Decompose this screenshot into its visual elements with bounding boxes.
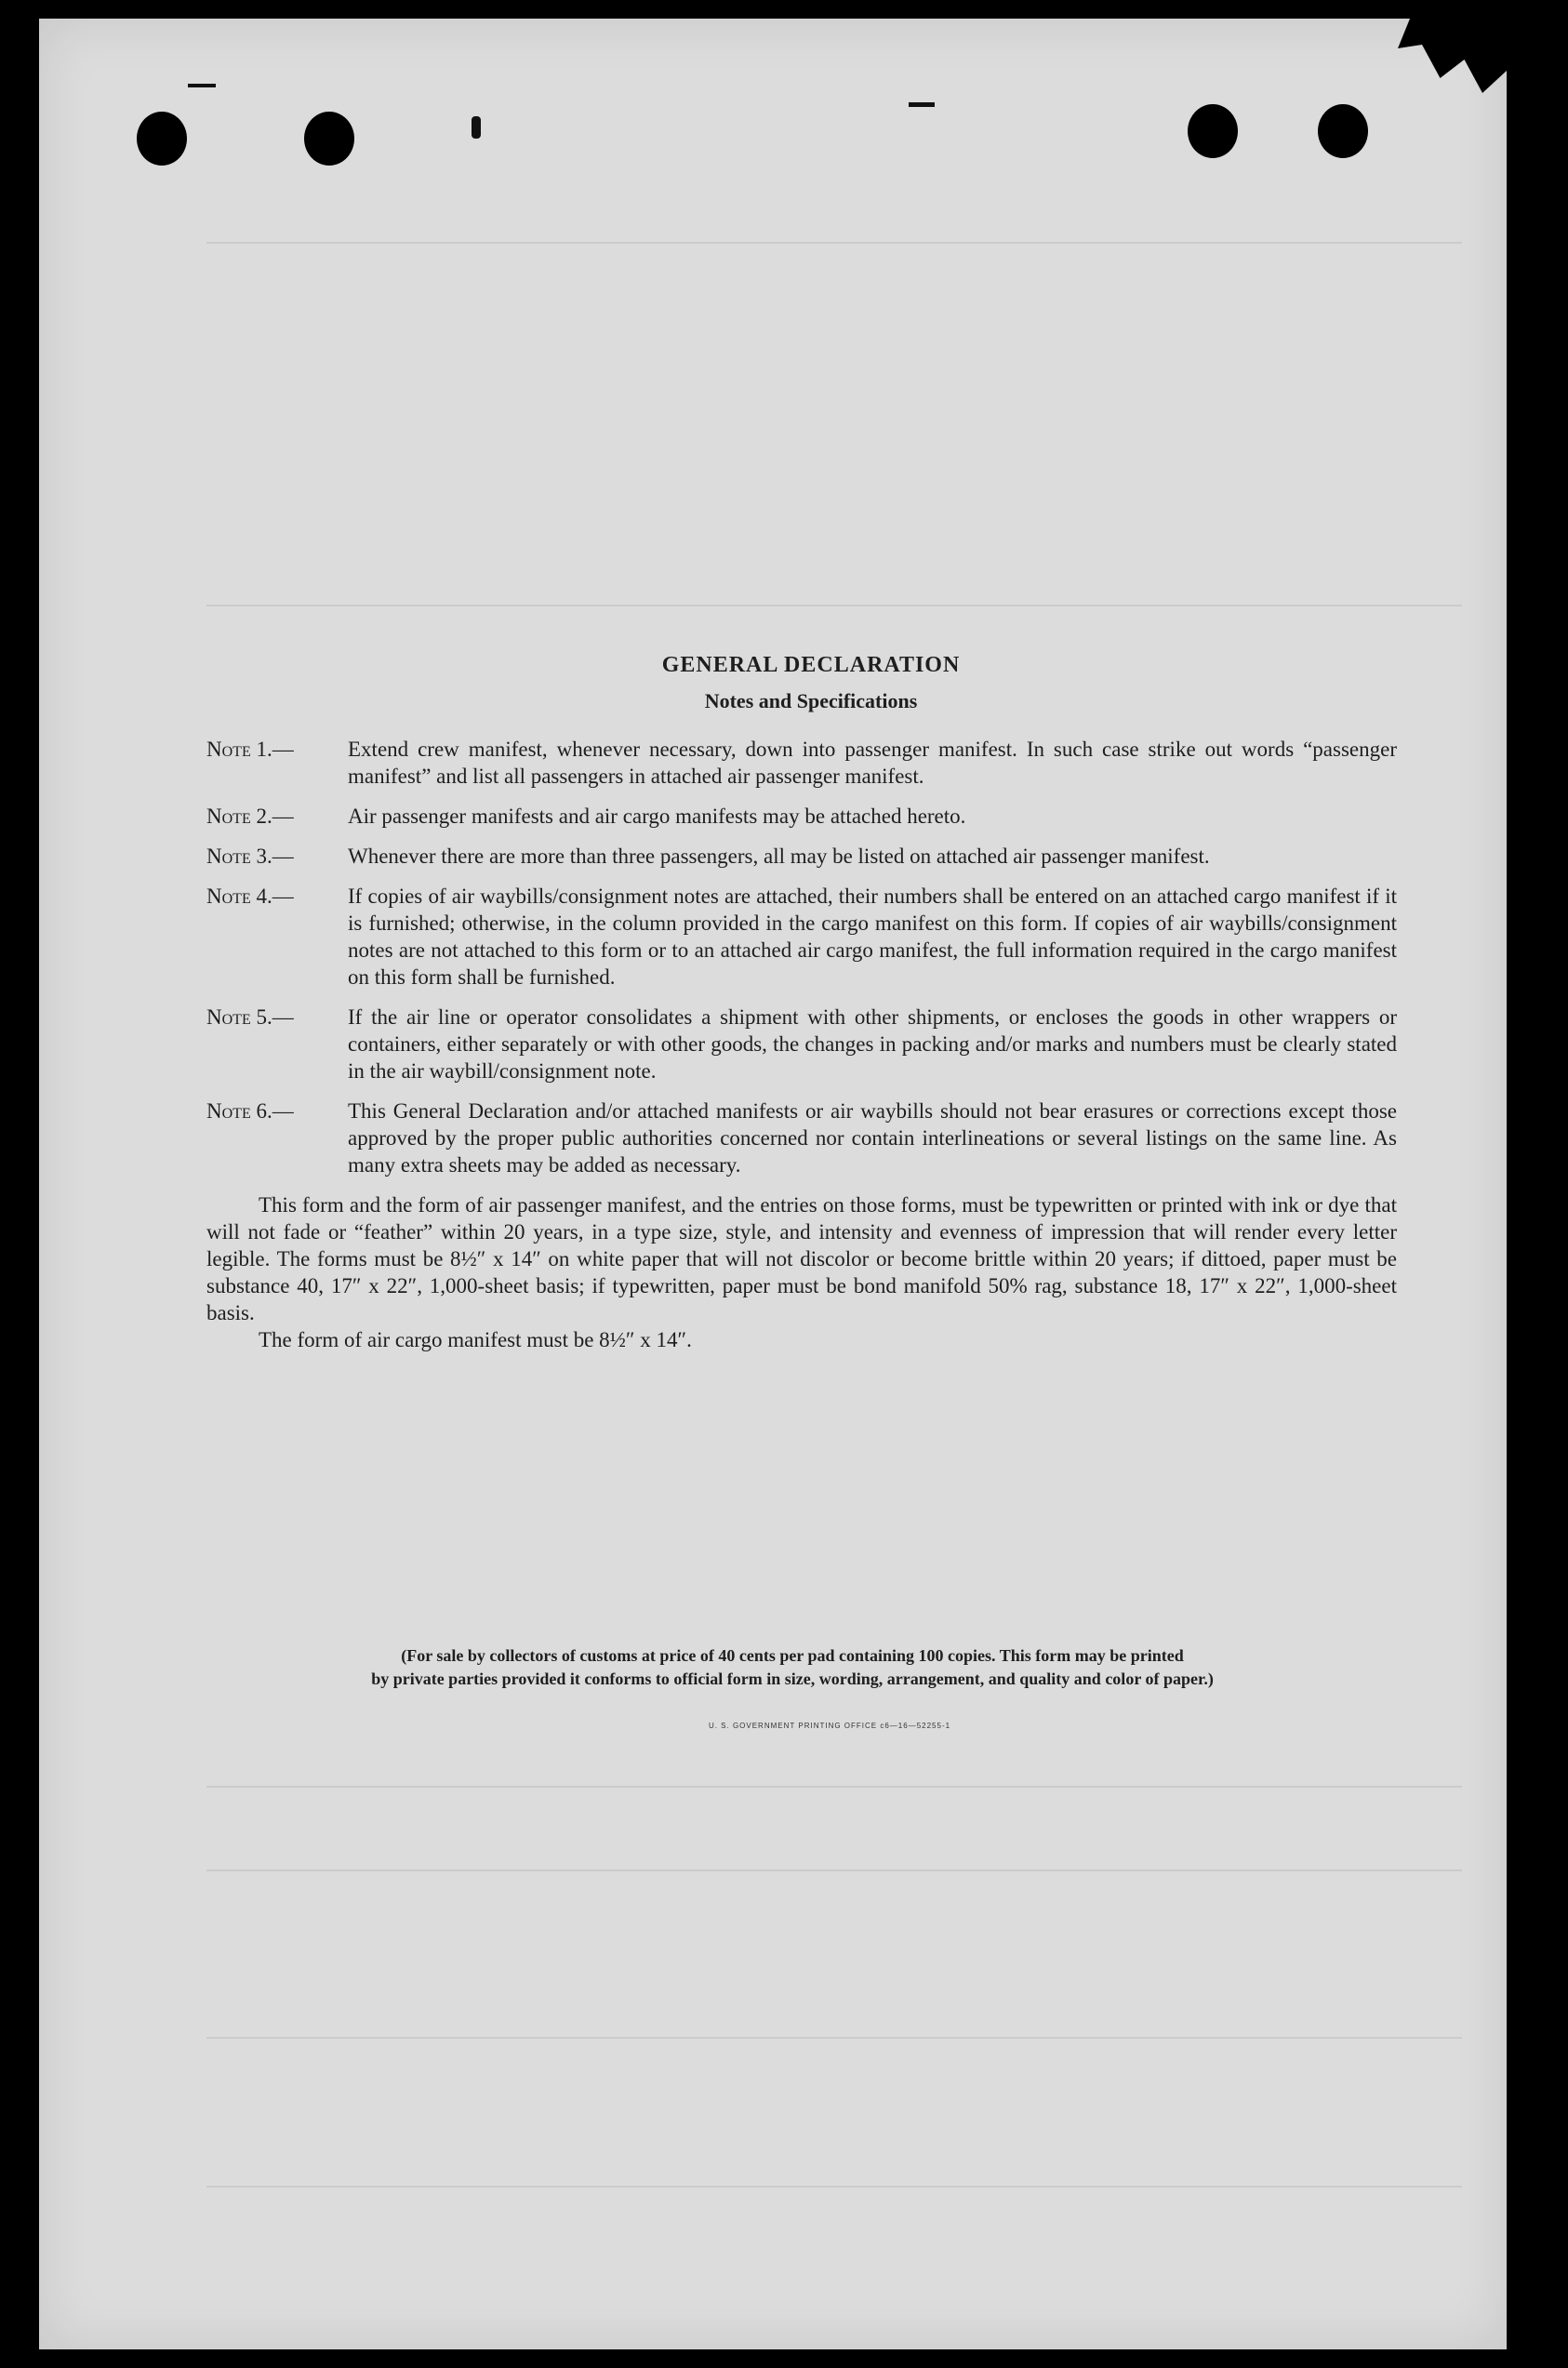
notes-section <box>206 653 1397 1353</box>
bleed-through-rule <box>206 1786 1462 1788</box>
bleed-through-rule <box>206 605 1462 606</box>
note-number: 3.— <box>256 845 294 868</box>
punch-hole-right-1 <box>1188 104 1238 158</box>
note-label <box>206 736 348 790</box>
note-number: 6.— <box>256 1099 294 1123</box>
ink-speck <box>188 84 216 87</box>
ink-speck <box>909 102 935 107</box>
note-label <box>206 803 348 830</box>
note-label <box>206 1004 348 1084</box>
ink-speck <box>472 116 481 139</box>
scanned-page <box>39 19 1507 2349</box>
document-subtitle: Notes and Specifications <box>704 689 918 712</box>
printer-line: U. S. GOVERNMENT PRINTING OFFICE c6—16—52255-1 <box>708 1722 951 1730</box>
note-number: 2.— <box>256 805 294 828</box>
note-prefix: Note <box>206 1099 251 1123</box>
punch-hole-right-2 <box>1318 104 1368 158</box>
note-text: Whenever there are more than three passengers, all may be listed on attached air passenger manifest. <box>348 845 1210 868</box>
bleed-through-rule <box>206 2186 1462 2188</box>
note-number: 1.— <box>256 738 294 761</box>
punch-hole-left-2 <box>304 112 354 166</box>
bleed-through-rule <box>206 1869 1462 1871</box>
note-2 <box>206 803 1397 830</box>
note-text: This General Declaration and/or attached manifests or air waybills should not bear erasures or corrections except those approved by the proper public authorities concerned nor contain interlineations or several listings on the same line. As many extra sheets may be added as necessary. <box>348 1099 1397 1177</box>
note-prefix: Note <box>206 1005 251 1029</box>
note-text: If the air line or operator consolidates a shipment with other shipments, or encloses the goods in other wrappers or containers, either separately or with other goods, the changes in packing and/or marks and numbers must be clearly stated in the air waybill/consignment note. <box>348 1005 1397 1083</box>
note-5 <box>206 1004 1397 1084</box>
note-prefix: Note <box>206 738 251 761</box>
note-text: If copies of air waybills/consignment notes are attached, their numbers shall be entered on an attached cargo manifest if it is furnished; otherwise, in the column provided in the cargo manifest on this form. If copies of air waybills/consignment notes are not attached to this form or to an attached air cargo manifest, the full information required in the cargo manifest on this form shall be furnished. <box>348 885 1397 989</box>
note-label <box>206 843 348 870</box>
sale-notice-line-2: by private parties provided it conforms to official form in size, wording, arrangement, and quality and color of paper.) <box>371 1670 1214 1688</box>
note-prefix: Note <box>206 805 251 828</box>
sale-notice-line-1: (For sale by collectors of customs at price of 40 cents per pad containing 100 copies. This form may be printed <box>401 1646 1184 1665</box>
note-prefix: Note <box>206 845 251 868</box>
note-1 <box>206 736 1397 790</box>
bleed-through-rule <box>206 242 1462 244</box>
document-title: GENERAL DECLARATION <box>661 653 961 677</box>
note-3 <box>206 843 1397 870</box>
note-text: Air passenger manifests and air cargo manifests may be attached hereto. <box>348 805 966 828</box>
cargo-manifest-size-paragraph: The form of air cargo manifest must be 8½″ x 14″. <box>259 1328 692 1351</box>
bleed-through-rule <box>206 2037 1462 2039</box>
note-label <box>206 883 348 991</box>
specification-paragraph: This form and the form of air passenger manifest, and the entries on those forms, must be typewritten or printed with ink or dye that will not fade or “feather” within 20 years, in a type size, style, and intensity and evenness of impression that will render every letter legible. The forms must be 8½″ x 14″ on white paper that will not discolor or become brittle within 20 years; if dittoed, paper must be substance 40, 17″ x 22″, 1,000-sheet basis; if typewritten, paper must be bond manifold 50% rag, substance 18, 17″ x 22″, 1,000-sheet basis. <box>206 1193 1397 1324</box>
note-number: 4.— <box>256 885 294 908</box>
sale-notice <box>179 1644 1406 1691</box>
note-prefix: Note <box>206 885 251 908</box>
note-4 <box>206 883 1397 991</box>
torn-corner <box>1386 19 1507 93</box>
note-text: Extend crew manifest, whenever necessary, down into passenger manifest. In such case strike out words “passenger manifest” and list all passengers in attached air passenger manifest. <box>348 738 1397 788</box>
note-label <box>206 1098 348 1178</box>
note-number: 5.— <box>256 1005 294 1029</box>
punch-hole-left-1 <box>137 112 187 166</box>
note-6 <box>206 1098 1397 1178</box>
